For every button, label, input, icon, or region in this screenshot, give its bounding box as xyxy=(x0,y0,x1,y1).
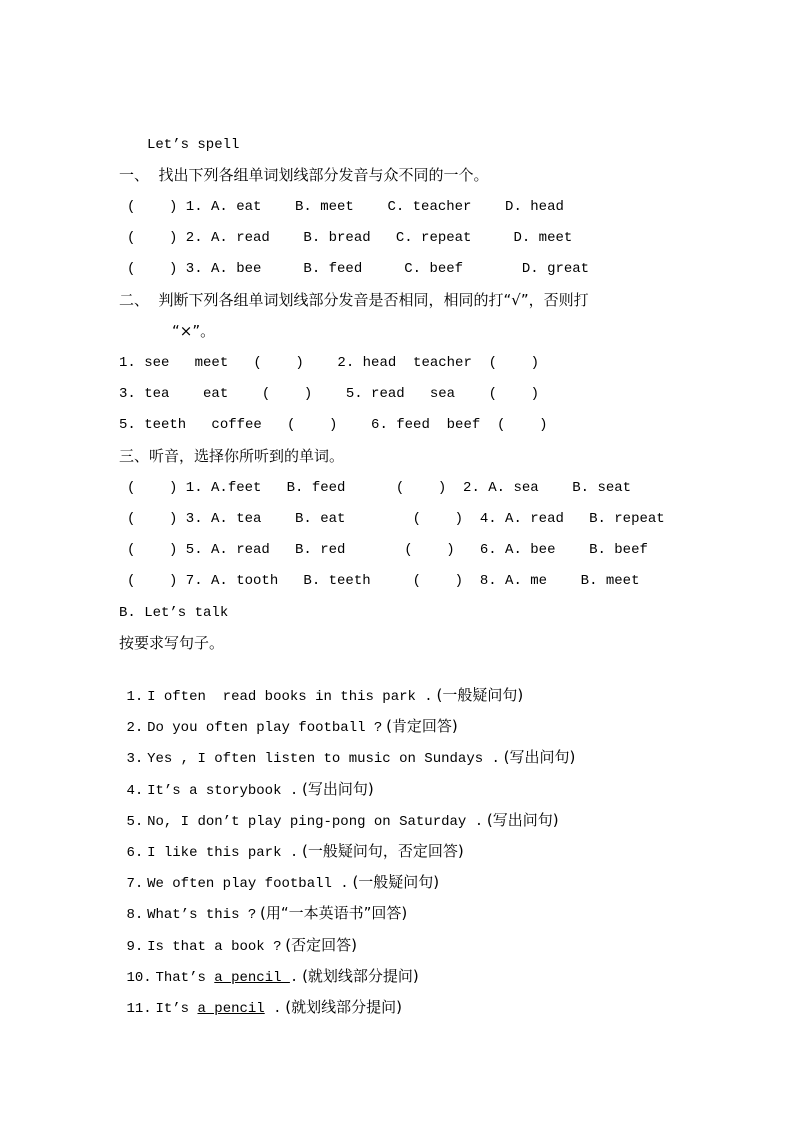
sentence-note: (写出问句) xyxy=(486,811,559,829)
sentence-3 xyxy=(119,727,576,767)
sentence-text: Do you often play football ? xyxy=(147,720,383,736)
sentence-text: We often play football . xyxy=(147,876,349,892)
sentence-9 xyxy=(119,915,357,955)
sentence-number: 9. xyxy=(126,939,144,955)
part3-item-2: ( ) 3. A. tea B. eat ( ) 4. A. read B. repeat xyxy=(127,511,665,527)
part1-item-1: ( ) 1. A. eat B. meet C. teacher D. head xyxy=(127,199,564,215)
section-b-instruction: 按要求写句子。 xyxy=(119,634,225,652)
sentence-11 xyxy=(119,977,402,1017)
sentence-5 xyxy=(119,790,559,830)
part3-item-1: ( ) 1. A.feet B. feed ( ) 2. A. sea B. seat xyxy=(127,480,632,496)
sentence-text: No, I don’t play ping-pong on Saturday . xyxy=(147,814,484,830)
part1-item-3: ( ) 3. A. bee B. feed C. beef D. great xyxy=(127,261,590,277)
section-b-title: B. Let’s talk xyxy=(119,605,229,621)
sentence-number: 7. xyxy=(126,876,144,892)
sentence-number: 2. xyxy=(126,720,144,736)
sentence-number: 4. xyxy=(126,783,144,799)
sentence-note: (一般疑问句) xyxy=(352,873,440,891)
sentence-text: What’s this ? xyxy=(147,907,257,923)
sentence-text: Is that a book ? xyxy=(147,939,282,955)
sentence-number: 1. xyxy=(126,689,144,705)
part2-item-1: 1. see meet ( ) 2. head teacher ( ) xyxy=(119,355,540,371)
sentence-suffix: . xyxy=(264,1001,282,1017)
sentence-text: I often read books in this park . xyxy=(147,689,433,705)
sentence-text: Yes , I often listen to music on Sundays . xyxy=(147,751,500,767)
sentence-2 xyxy=(119,696,458,736)
sentence-8 xyxy=(119,883,408,923)
underlined-phrase: a pencil xyxy=(197,1001,265,1017)
sentence-text: I like this park . xyxy=(147,845,299,861)
sentence-note: (否定回答) xyxy=(285,936,357,954)
sentence-note: (就划线部分提问) xyxy=(285,998,402,1016)
sentence-number: 6. xyxy=(126,845,144,861)
part2-heading-line2: “×”。 xyxy=(172,322,216,340)
sentence-note: (写出问句) xyxy=(503,748,576,766)
sentence-number: 8. xyxy=(126,907,144,923)
sentence-4 xyxy=(119,759,374,799)
sentence-number: 11. xyxy=(126,1001,152,1017)
sentence-note: (一般疑问句，否定回答) xyxy=(302,842,464,860)
sentence-note: (用“一本英语书”回答) xyxy=(260,904,408,922)
part2-item-2: 3. tea eat ( ) 5. read sea ( ) xyxy=(119,386,540,402)
part2-heading-line1: 二、 判断下列各组单词划线部分发音是否相同，相同的打“√”，否则打 xyxy=(119,291,589,309)
part1-heading: 一、 找出下列各组单词划线部分发音与众不同的一个。 xyxy=(119,166,489,184)
sentence-note: (写出问句) xyxy=(302,780,374,798)
sentence-10 xyxy=(119,946,419,986)
sentence-6 xyxy=(119,821,464,861)
sentence-text: It’s a storybook . xyxy=(147,783,299,799)
sentence-number: 10. xyxy=(126,970,152,986)
sentence-note: (肯定回答) xyxy=(386,717,458,735)
section-a-title: Let’s spell xyxy=(147,137,240,153)
sentence-number: 3. xyxy=(126,751,144,767)
part3-item-3: ( ) 5. A. read B. red ( ) 6. A. bee B. beef xyxy=(127,542,648,558)
sentence-note: (一般疑问句) xyxy=(436,686,524,704)
part3-item-4: ( ) 7. A. tooth B. teeth ( ) 8. A. me B. meet xyxy=(127,573,640,589)
part1-item-2: ( ) 2. A. read B. bread C. repeat D. meet xyxy=(127,230,573,246)
sentence-number: 5. xyxy=(126,814,144,830)
sentence-1 xyxy=(119,665,524,705)
sentence-7 xyxy=(119,852,440,892)
sentence-suffix: . xyxy=(289,970,299,986)
sentence-note: (就划线部分提问) xyxy=(302,967,419,985)
underlined-phrase: a pencil xyxy=(214,970,290,986)
sentence-prefix: It’s xyxy=(155,1001,198,1017)
part3-heading: 三、听音，选择你所听到的单词。 xyxy=(119,447,345,465)
part2-item-3: 5. teeth coffee ( ) 6. feed beef ( ) xyxy=(119,417,548,433)
sentence-prefix: That’s xyxy=(155,970,215,986)
